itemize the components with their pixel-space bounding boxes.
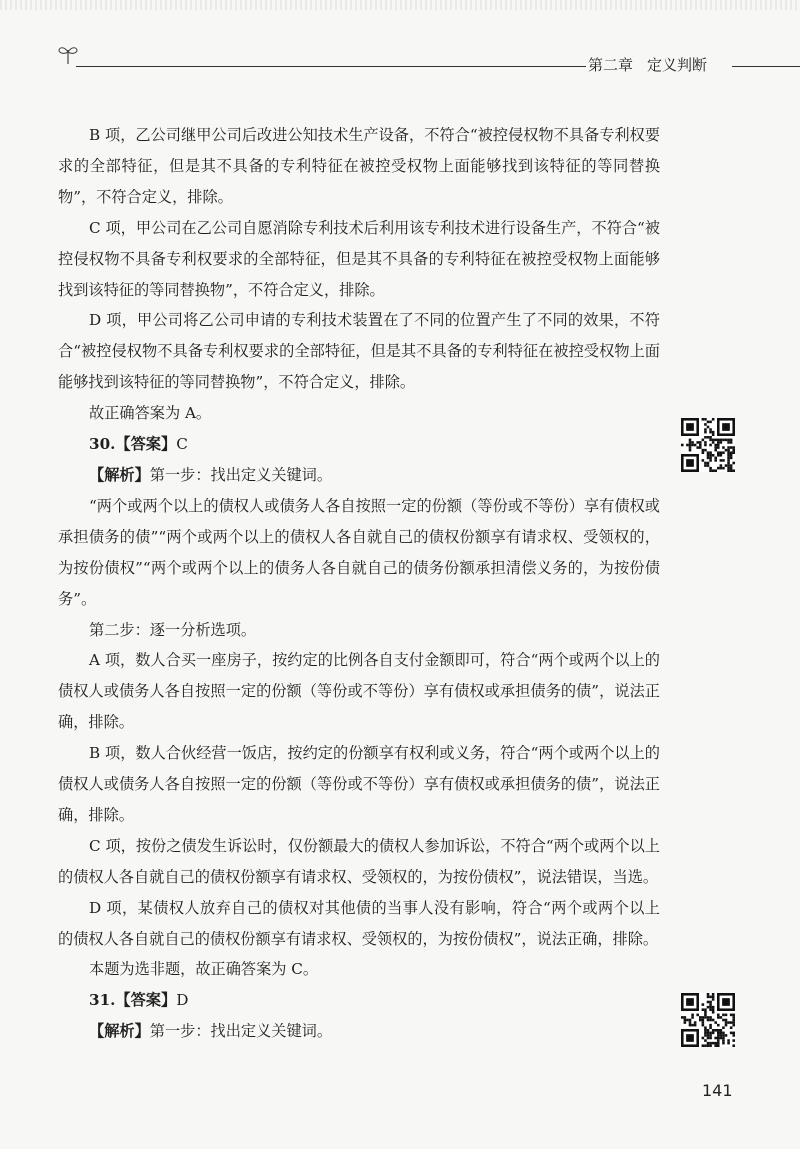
paragraph — [58, 398, 660, 429]
paragraph — [58, 831, 660, 893]
header-rule — [76, 66, 586, 67]
paragraph — [58, 429, 660, 460]
answer-tag: 31.【答案】 — [89, 991, 177, 1010]
paragraph-text: B 项，乙公司继甲公司后改进公知技术生产设备，不符合“被控侵权物不具备专利权要求的全部特征，但是其不具备的专利特征在被控受权物上面能够找到该特征的等同替换物”，不符合定义，排除。 — [58, 126, 660, 206]
paragraph-text: 第二步：逐一分析选项。 — [89, 620, 257, 639]
paragraph — [58, 305, 660, 398]
paragraph-text: D 项，某债权人放弃自己的债权对其他债的当事人没有影响，符合“两个或两个以上的债权人各自就自己的债权份额享有请求权、受领权的，为按份债权”，说法正确，排除。 — [58, 898, 660, 948]
chapter-label: 第二章 — [588, 56, 634, 74]
paragraph — [58, 954, 660, 985]
paragraph — [58, 120, 660, 213]
paragraph — [58, 491, 660, 615]
paragraph — [58, 893, 660, 955]
paragraph — [58, 615, 660, 646]
paragraph-text: 第一步：找出定义关键词。 — [149, 1022, 332, 1041]
header-rule-tail — [732, 66, 800, 67]
paragraph-text: B 项，数人合伙经营一饭店，按约定的份额享有权利或义务，符合“两个或两个以上的债权人或债务人各自按照一定的份额（等份或不等份）享有债权或承担债务的债”，说法正确，排除。 — [58, 744, 660, 824]
paragraph-text: A 项，数人合买一座房子，按约定的比例各自支付金额即可，符合“两个或两个以上的债权人或债务人各自按照一定的份额（等份或不等份）享有债权或承担债务的债”，说法正确，排除。 — [58, 651, 660, 732]
leaf-icon — [56, 42, 80, 66]
qr-code-icon — [681, 993, 735, 1047]
paragraph-text: C 项，按份之债发生诉讼时，仅份额最大的债权人参加诉讼，不符合“两个或两个以上的债权人各自就自己的债权份额享有请求权、受领权的，为按份债权”，说法错误，当选。 — [58, 836, 660, 886]
paragraph-text: 本题为选非题，故正确答案为 C。 — [89, 960, 319, 979]
paragraph — [58, 738, 660, 831]
paragraph-text: D 项，甲公司将乙公司申请的专利技术装置在了不同的位置产生了不同的效果，不符合“被控侵权物不具备专利权要求的全部特征，但是其不具备的专利特征在被控受权物上面能够找到该特征的等同替换物”，不符合定义，排除。 — [58, 311, 660, 392]
paragraph-text: “两个或两个以上的债权人或债务人各自按照一定的份额（等份或不等份）享有债权或承担债务的债”“两个或两个以上的债权人各自就自己的债权份额享有请求权、受领权的，为按份债权”“两个或两个以上的债务人各自就自己的债务份额承担清偿义务的，为按份债务”。 — [58, 496, 660, 608]
answer-tag: 【解析】 — [89, 465, 150, 484]
page-number: 141 — [702, 1081, 733, 1100]
paragraph — [58, 460, 660, 491]
answer-tag: 30.【答案】 — [89, 435, 177, 454]
paragraph-text: 故正确答案为 A。 — [89, 404, 212, 423]
paragraph-text: D — [176, 991, 189, 1010]
answer-tag: 【解析】 — [89, 1022, 150, 1041]
paragraph-text: 第一步：找出定义关键词。 — [149, 465, 332, 484]
paragraph — [58, 645, 660, 738]
scan-edge-noise — [0, 0, 800, 10]
paragraph-text: C — [176, 435, 188, 454]
paragraph — [58, 213, 660, 306]
chapter-heading — [588, 54, 721, 75]
paragraph — [58, 985, 660, 1016]
page-body — [58, 120, 660, 1047]
chapter-title: 定义判断 — [647, 56, 708, 74]
qr-code-icon — [681, 418, 735, 472]
paragraph — [58, 1016, 660, 1047]
page-header — [56, 38, 800, 78]
paragraph-text: C 项，甲公司在乙公司自愿消除专利技术后利用该专利技术进行设备生产，不符合“被控侵权物不具备专利权要求的全部特征，但是其不具备的专利特征在被控受权物上面能够找到该特征的等同替换物”，不符合定义，排除。 — [58, 218, 660, 299]
